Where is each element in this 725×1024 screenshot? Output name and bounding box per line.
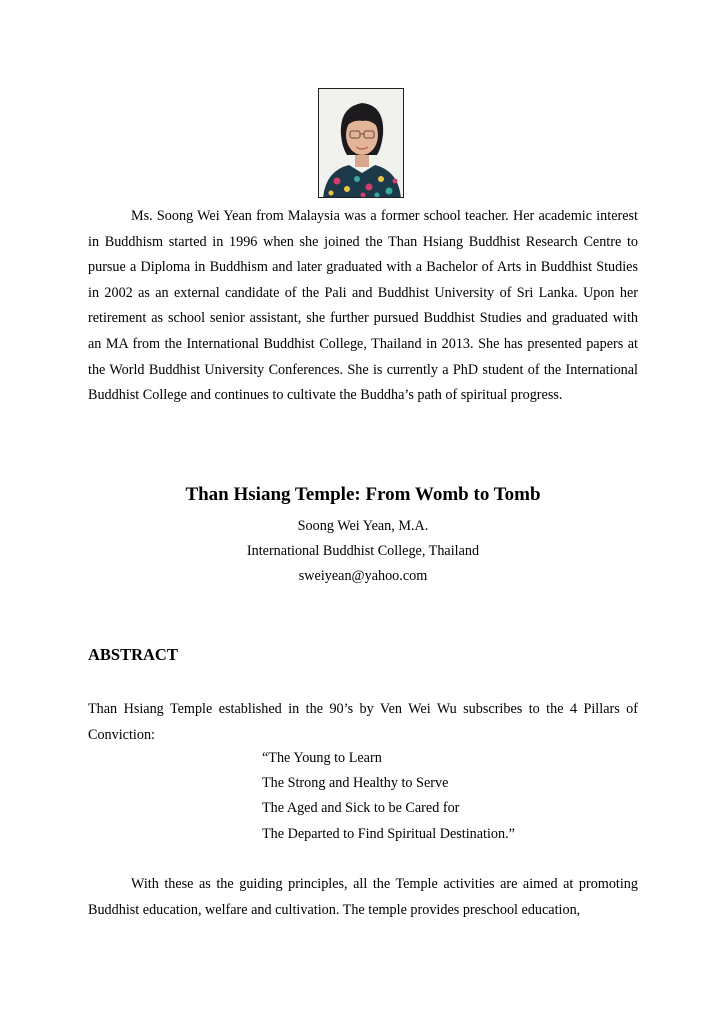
pillar-line: “The Young to Learn (262, 750, 382, 766)
abstract-body (88, 872, 638, 923)
biography-paragraph: Ms. Soong Wei Yean from Malaysia was a former school teacher. Her academic interest in Buddhism started in 1996 when she joined the Than Hsiang Buddhist Research Centre to pursue a Diploma in Buddhism and later graduated with a Bachelor of Arts in Buddhist Studies in 2002 as an external candidate of the Pali and Buddhist University of Sri Lanka. Upon her retirement as school senior assistant, she further pursued Buddhist Studies and graduated with an MA from the International Buddhist College, Thailand in 2013. She has presented papers at the World Buddhist University Conferences. She is currently a PhD student of the International Buddhist College and continues to cultivate the Buddha’s path of spiritual progress. (88, 208, 638, 404)
author-biography (88, 204, 638, 409)
author-email: sweiyean@yahoo.com (298, 568, 428, 584)
author-photo (318, 88, 404, 198)
abstract-intro (88, 697, 638, 748)
author-portrait-image (319, 89, 404, 198)
pillar-line: The Aged and Sick to be Cared for (262, 800, 460, 817)
pillar-line: The Departed to Find Spiritual Destination.” (262, 825, 515, 842)
paper-title: Than Hsiang Temple: From Womb to Tomb (185, 484, 541, 505)
author-affiliation: International Buddhist College, Thailand (246, 543, 480, 559)
pillars-quote (262, 746, 515, 847)
pillar-line: The Strong and Healthy to Serve (262, 775, 449, 792)
author-name: Soong Wei Yean, M.A. (297, 518, 429, 534)
abstract-heading: ABSTRACT (88, 645, 178, 664)
abstract-body-paragraph: With these as the guiding principles, all the Temple activities are aimed at promoting Buddhist education, welfare and cultivation. The temple provides preschool education, (88, 876, 638, 918)
abstract-intro-paragraph: Than Hsiang Temple established in the 90’s by Ven Wei Wu subscribes to the 4 Pillars of Conviction: (88, 701, 638, 743)
